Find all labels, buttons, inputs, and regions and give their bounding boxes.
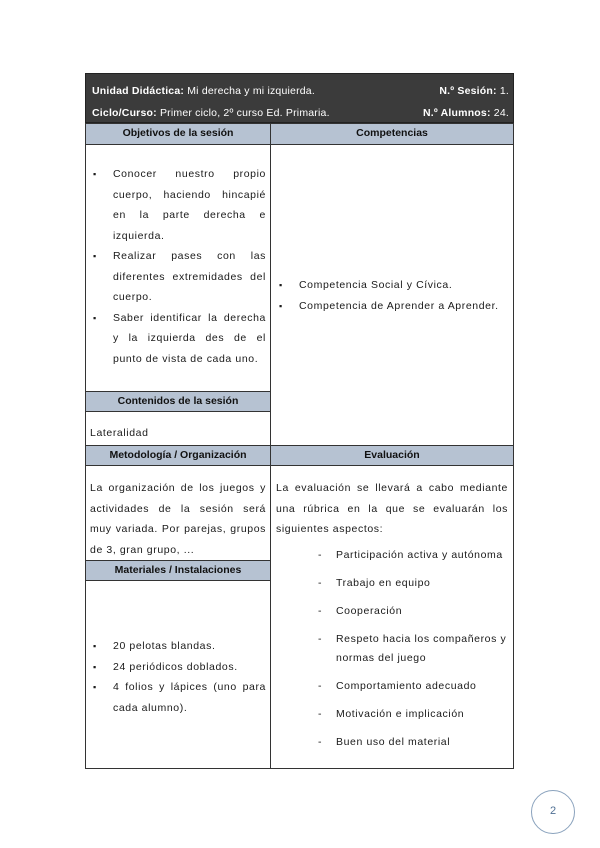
list-item: ▪ Saber identificar la derecha y la izquierda des de el punto de vista de cada uno. (90, 308, 266, 370)
objetivos-heading: Objetivos de la sesión (86, 124, 270, 145)
list-item: ▪ Competencia Social y Cívica. (276, 275, 512, 296)
contenidos-text: Lateralidad (90, 427, 149, 439)
session-table (85, 123, 514, 769)
list-item: - Trabajo en equipo (276, 574, 512, 593)
list-item: - Cooperación (276, 602, 512, 621)
metodologia-heading: Metodología / Organización (86, 445, 270, 466)
list-item: ▪ Competencia de Aprender a Aprender. (276, 296, 512, 317)
competencias-heading: Competencias (271, 124, 513, 145)
materiales-list (90, 636, 266, 718)
numero-sesion: N.º Sesión: 1. (439, 85, 509, 97)
ciclo-curso: Ciclo/Curso: Primer ciclo, 2º curso Ed. Primaria. (92, 107, 330, 119)
list-item: - Comportamiento adecuado (276, 677, 512, 696)
session-header (85, 73, 514, 123)
competencias-list (276, 275, 512, 316)
list-item: - Motivación e implicación (276, 705, 512, 724)
list-item: - Participación activa y autónoma (276, 546, 512, 565)
unidad-didactica: Unidad Didáctica: Mi derecha y mi izquierda. (92, 85, 315, 97)
list-item: ▪ Conocer nuestro propio cuerpo, haciendo hincapié en la parte derecha e izquierda. (90, 164, 266, 246)
list-item: - Respeto hacia los compañeros y normas del juego (276, 630, 512, 668)
materiales-heading: Materiales / Instalaciones (86, 560, 270, 581)
objetivos-list (90, 164, 266, 369)
list-item: - Buen uso del material (276, 733, 512, 752)
contenidos-heading: Contenidos de la sesión (86, 391, 270, 412)
evaluacion-intro: La evaluación se llevará a cabo mediante una rúbrica en la que se evaluarán los siguientes aspectos: (276, 482, 508, 535)
numero-alumnos: N.º Alumnos: 24. (422, 107, 509, 119)
evaluacion-heading: Evaluación (271, 445, 513, 466)
metodologia-text: La organización de los juegos y actividades de la sesión será muy variada. Por parejas, grupos de 3, gran grupo, ... (90, 482, 266, 556)
list-item: ▪ 4 folios y lápices (uno para cada alumno). (90, 677, 266, 718)
list-item: ▪ Realizar pases con las diferentes extremidades del cuerpo. (90, 246, 266, 308)
list-item: ▪ 24 periódicos doblados. (90, 657, 266, 678)
page-number: 2 (531, 790, 575, 834)
evaluacion-list (276, 546, 512, 752)
list-item: ▪ 20 pelotas blandas. (90, 636, 266, 657)
